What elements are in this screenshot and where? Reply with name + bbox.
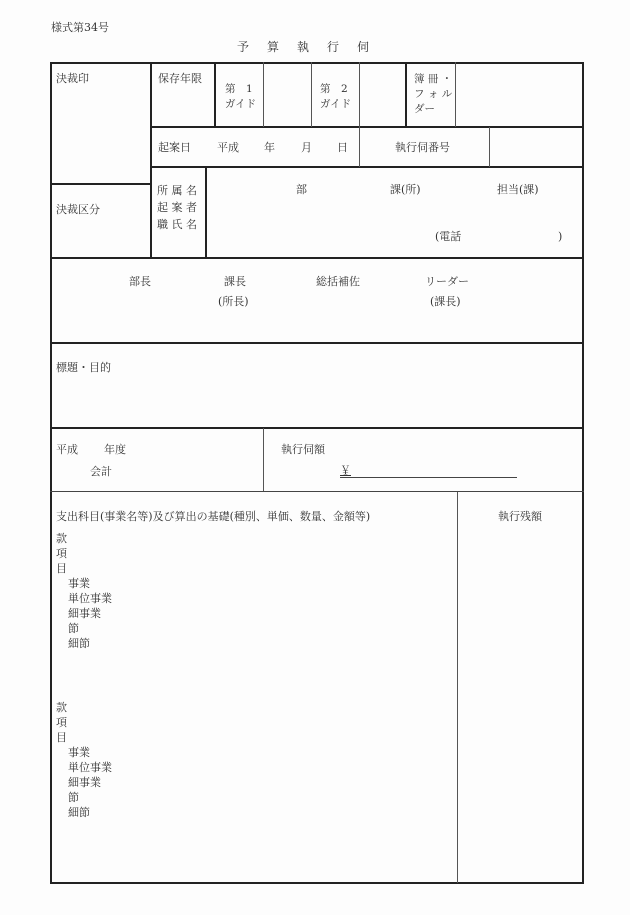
subject-field[interactable]: [52, 378, 581, 426]
fiscal-era: 平成: [56, 443, 78, 456]
phone-close-label: ): [558, 230, 563, 243]
guide2-field[interactable]: [361, 64, 404, 126]
phone-open-label: (電話: [435, 230, 462, 243]
folder-label: [414, 72, 452, 117]
form-title: 予算執行伺: [237, 40, 388, 54]
approver-kacho: 課長: [224, 275, 246, 288]
section-label: 課(所): [390, 183, 421, 196]
draft-date-month: 月: [301, 141, 312, 154]
subject-label: 標題・目的: [56, 361, 111, 374]
item-setsu: 節: [68, 622, 79, 635]
draft-date-day: 日: [337, 141, 348, 154]
item-jigyo: 事業: [68, 577, 90, 590]
guide2-line2: ガイド: [320, 98, 352, 110]
folder-line1: 簿 冊 ・: [414, 73, 453, 85]
folder-line2: フ ォ ル: [414, 88, 453, 100]
folder-field[interactable]: [457, 64, 581, 126]
guide1-line1: 第 1: [225, 83, 253, 95]
draft-date-era: 平成: [217, 141, 239, 154]
amount-field[interactable]: [352, 460, 517, 477]
item-tani-jigyo: 単位事業: [68, 761, 112, 774]
approver-sokatsu: 総括補佐: [316, 275, 360, 288]
drafter-field[interactable]: [207, 168, 581, 256]
item-kou: 項: [56, 716, 67, 729]
remaining-label: 執行残額: [498, 510, 542, 523]
guide1-field[interactable]: [265, 64, 310, 126]
details-header: 支出科目(事業名等)及び算出の基礎(種別、単価、数量、金額等): [56, 510, 371, 523]
details-field[interactable]: [130, 525, 455, 881]
item-moku: 目: [56, 562, 67, 575]
approver-leader-sub: (課長): [430, 295, 461, 308]
seal-label: 決裁印: [56, 72, 89, 85]
retention-label: 保存年限: [158, 72, 202, 85]
item-moku: 目: [56, 731, 67, 744]
approver-kacho-sub: (所長): [218, 295, 249, 308]
approvers-row: [52, 259, 581, 341]
guide2-label: [320, 82, 351, 112]
guide1-line2: ガイド: [225, 98, 257, 110]
item-kan: 款: [56, 532, 67, 545]
fiscal-year-label: 年度: [104, 443, 126, 456]
dept-label: 部: [296, 183, 307, 196]
item-sai-jigyo: 細事業: [68, 607, 101, 620]
item-jigyo: 事業: [68, 746, 90, 759]
approver-leader: リーダー: [425, 275, 469, 288]
in-charge-label: 担当(課): [497, 183, 539, 196]
item-saisetsu: 細節: [68, 806, 90, 819]
drafter-label-line1: 所 属 名: [157, 184, 197, 197]
seal-field[interactable]: [52, 86, 149, 182]
drafter-label-line2: 起 案 者: [157, 201, 197, 214]
item-setsu: 節: [68, 791, 79, 804]
details-block-1: [56, 531, 112, 651]
item-saisetsu: 細節: [68, 637, 90, 650]
item-kou: 項: [56, 547, 67, 560]
drafter-label: [157, 182, 197, 233]
currency-symbol: ￥: [340, 464, 351, 477]
exec-number-field[interactable]: [491, 128, 581, 166]
remaining-field[interactable]: [459, 530, 581, 881]
details-block-2: [56, 700, 112, 820]
folder-line3: ダー: [414, 103, 435, 115]
guide2-line1: 第 2: [320, 83, 348, 95]
form-number: 様式第34号: [51, 21, 109, 34]
guide1-label: [225, 82, 256, 112]
exec-number-label: 執行伺番号: [395, 141, 450, 154]
draft-date-year: 年: [264, 141, 275, 154]
item-tani-jigyo: 単位事業: [68, 592, 112, 605]
item-sai-jigyo: 細事業: [68, 776, 101, 789]
draft-date-label: 起案日: [158, 141, 191, 154]
approver-bucho: 部長: [129, 275, 151, 288]
drafter-label-line3: 職 氏 名: [157, 218, 197, 231]
amount-label: 執行伺額: [281, 443, 325, 456]
item-kan: 款: [56, 701, 67, 714]
decision-type-label: 決裁区分: [56, 203, 100, 216]
account-label: 会計: [90, 465, 112, 478]
amount-underline: [340, 477, 517, 478]
